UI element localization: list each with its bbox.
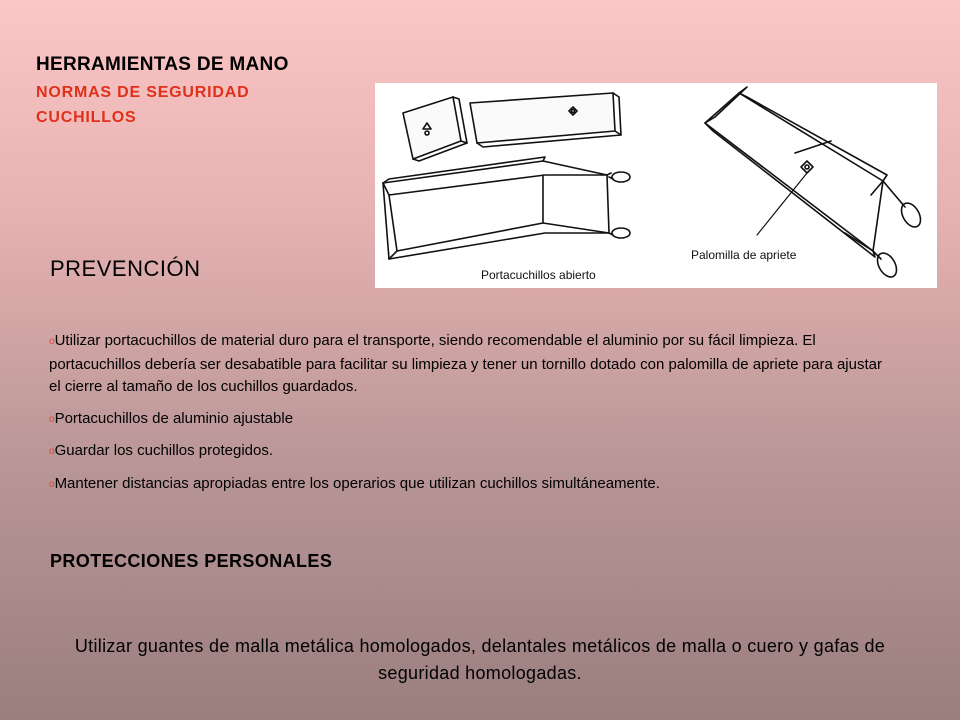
prevention-list [49, 330, 889, 505]
subtitle-topic: CUCHILLOS [36, 109, 137, 126]
open-trough-part [383, 157, 630, 259]
list-item [49, 330, 889, 399]
list-item [49, 440, 889, 464]
long-lid-part [470, 93, 621, 147]
knife-holder-drawing [375, 83, 937, 288]
list-item-text: Utilizar portacuchillos de material duro para el transporte, siendo recomendable el aluminio por su fácil limpieza. El portacuchillos debería ser desabatible para facilitar su limpieza y tener un tornillo dotado con palomilla de apriete para ajustar el cierre al tamaño de los cuchillos guardados. [49, 332, 882, 395]
subtitle-norms: NORMAS DE SEGURIDAD [36, 84, 250, 101]
caption-wing-nut: Palomilla de apriete [691, 248, 797, 262]
personal-protections-heading: PROTECCIONES PERSONALES [50, 551, 333, 571]
list-item [49, 473, 889, 497]
personal-protections-text: Utilizar guantes de malla metálica homologados, delantales metálicos de malla o cuero y gafas de seguridad homologadas. [74, 636, 886, 683]
knife-holder-illustration [375, 83, 937, 288]
list-item-text: Portacuchillos de aluminio ajustable [54, 409, 294, 427]
list-item [49, 408, 889, 432]
page-title: HERRAMIENTAS DE MANO [36, 54, 289, 75]
bullet-marker: o [49, 413, 55, 425]
caption-open-holder: Portacuchillos abierto [481, 268, 596, 282]
bullet-marker: o [49, 336, 55, 347]
list-item-text: Guardar los cuchillos protegidos. [54, 442, 274, 459]
bullet-marker: o [49, 446, 55, 457]
small-lid-part [403, 97, 467, 161]
bullet-marker: o [49, 478, 55, 490]
prevention-heading: PREVENCIÓN [50, 256, 201, 281]
list-item-text: Mantener distancias apropiadas entre los operarios que utilizan cuchillos simultáneamente. [54, 474, 660, 492]
